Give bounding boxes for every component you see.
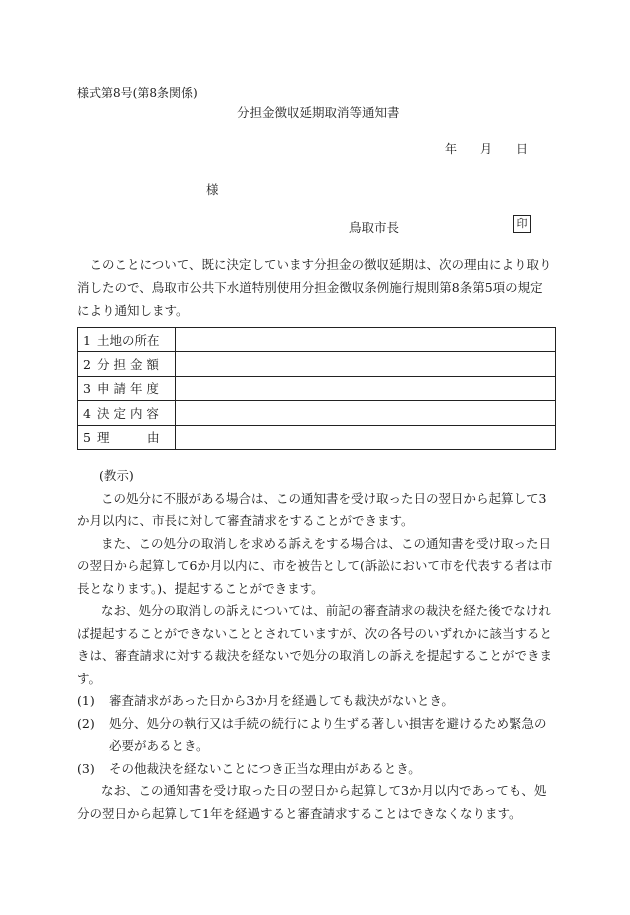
table-row — [78, 352, 556, 376]
row-label — [78, 376, 176, 400]
row-number: 1 — [83, 332, 91, 348]
row-number: 2 — [83, 357, 91, 373]
item-text: その他裁決を経ないことにつき正当な理由があるとき。 — [109, 760, 421, 776]
row-value-application-year[interactable] — [176, 376, 556, 400]
notes-paragraph: この処分に不服がある場合は、この通知書を受け取った日の翌日から起算して3か月以内に、市長に対して審査請求をすることができます。 — [77, 490, 547, 528]
date-year-label: 年 — [445, 142, 458, 156]
row-label — [78, 425, 176, 449]
info-table — [77, 327, 556, 450]
date-month-label: 月 — [480, 142, 493, 156]
row-label-text: 決 定 内 容 — [97, 405, 159, 421]
notes-heading: (教示) — [99, 468, 134, 483]
row-value-amount[interactable] — [176, 352, 556, 376]
row-value-reason[interactable] — [176, 425, 556, 449]
seal-mark: 印 — [513, 215, 531, 233]
row-number: 5 — [83, 430, 91, 446]
row-label-text: 土地の所在 — [97, 332, 160, 348]
document-title: 分担金徴収延期取消等通知書 — [237, 105, 400, 120]
item-marker: (1) — [77, 693, 95, 708]
intro-paragraph: このことについて、既に決定しています分担金の徴収延期は、次の理由により取り消したので、鳥取市公共下水道特別使用分担金徴収条例施行規則第8条第5項の規定により通知します。 — [77, 256, 552, 318]
item-text: 処分、処分の執行又は手続の続行により生ずる著しい損害を避けるため緊急の必要があるとき。 — [109, 715, 547, 753]
table-row — [78, 376, 556, 400]
notes-item — [77, 758, 553, 781]
row-label-text: 申 請 年 度 — [97, 381, 159, 397]
instruction-notes — [77, 465, 553, 825]
date-day-label: 日 — [516, 142, 529, 156]
row-label — [78, 328, 176, 352]
row-value-decision[interactable] — [176, 401, 556, 425]
issuer-name: 鳥取市長 — [349, 220, 400, 235]
row-number: 4 — [83, 405, 91, 421]
row-value-land-location[interactable] — [176, 328, 556, 352]
table-row — [78, 425, 556, 449]
notes-item — [77, 713, 553, 758]
row-label — [78, 401, 176, 425]
row-number: 3 — [83, 381, 91, 397]
notes-paragraph: なお、処分の取消しの訴えについては、前記の審査請求の裁決を経た後でなければ提起することができないこととされていますが、次の各号のいずれかに該当するときは、審査請求に対する裁決を経ないで処分の取消しの訴えを提起することができます。 — [77, 603, 553, 686]
row-label — [78, 352, 176, 376]
form-number: 様式第8号(第8条関係) — [77, 86, 198, 100]
item-marker: (2) — [77, 715, 95, 731]
item-text: 審査請求があった日から3か月を経過しても裁決がないとき。 — [109, 693, 454, 708]
table-row — [78, 328, 556, 352]
notes-paragraph: なお、この通知書を受け取った日の翌日から起算して3か月以内であっても、処分の翌日から起算して1年を経過すると審査請求することはできなくなります。 — [77, 783, 547, 821]
table-row — [78, 401, 556, 425]
row-label-text: 分 担 金 額 — [97, 357, 159, 373]
notes-item — [77, 690, 553, 713]
addressee-suffix: 様 — [206, 182, 219, 197]
notes-paragraph: また、この処分の取消しを求める訴えをする場合は、この通知書を受け取った日の翌日から起算して6か月以内に、市を被告として(訴訟において市を代表する者は市長となります。)、提起することができます。 — [77, 535, 553, 596]
item-marker: (3) — [77, 760, 95, 776]
row-label-text: 理 由 — [97, 430, 160, 446]
